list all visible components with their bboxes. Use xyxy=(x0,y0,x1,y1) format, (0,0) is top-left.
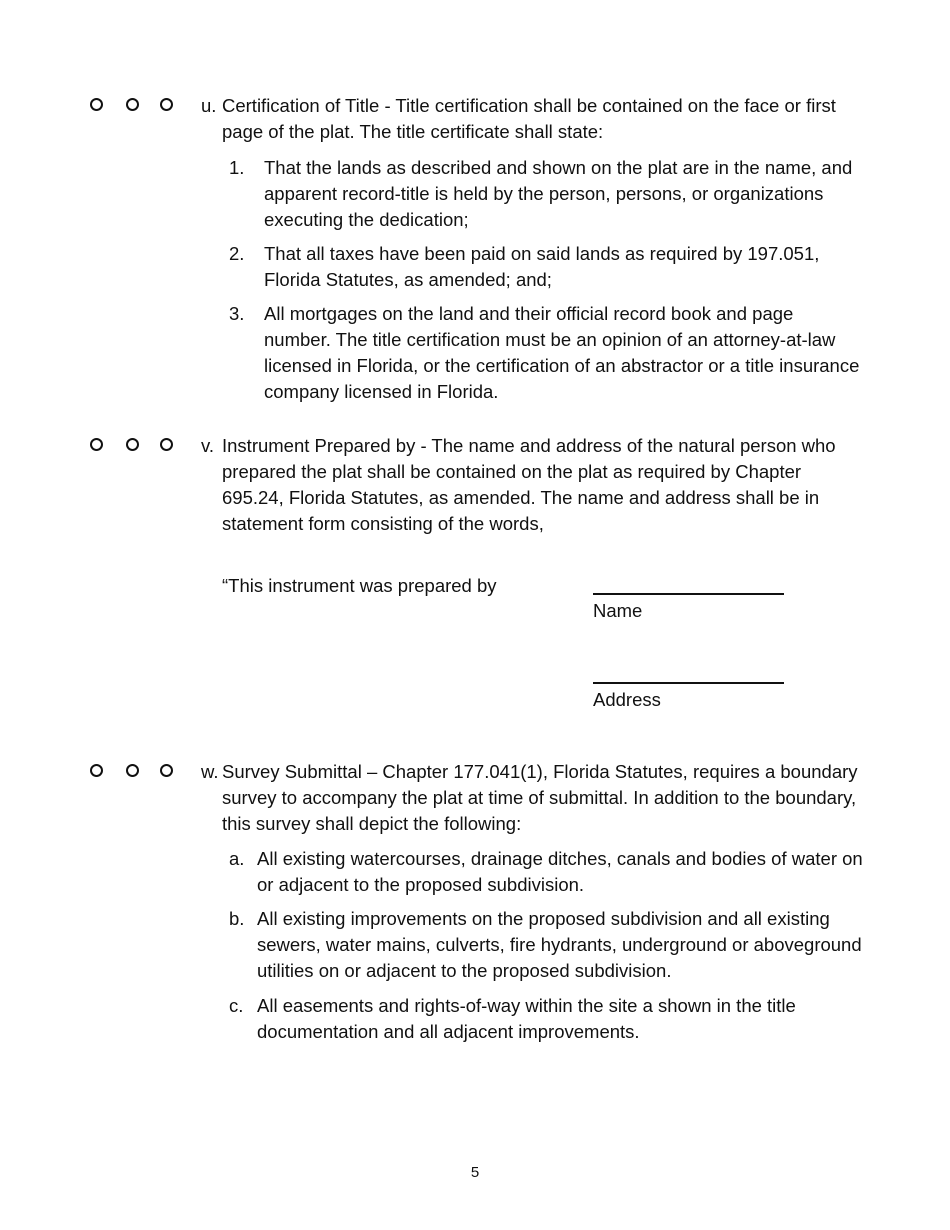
name-signature-line xyxy=(593,593,784,595)
circle-checkbox-icon[interactable] xyxy=(160,98,173,111)
checkbox-group-u xyxy=(90,93,190,119)
circle-checkbox-icon[interactable] xyxy=(126,98,139,111)
item-u-sub-3-text: All mortgages on the land and their official record book and page number. The title certification must be an opinion of an attorney-at-law licensed in Florida, or the certification of an abstractor or a title insurance company licensed in Florida. xyxy=(264,303,860,402)
item-w-marker: w. xyxy=(201,761,219,782)
item-w-sub-a-num: a. xyxy=(229,848,245,869)
item-w-sub-c-text: All easements and rights-of-way within the site a shown in the title documentation and all adjacent improvements. xyxy=(257,995,796,1042)
item-u-sub-1-num: 1. xyxy=(229,157,245,178)
item-w-sub-b-text: All existing improvements on the proposed subdivision and all existing sewers, water mains, culverts, fire hydrants, underground or aboveground utilities on or adjacent to the proposed subdivision. xyxy=(257,908,862,981)
circle-checkbox-icon[interactable] xyxy=(90,764,103,777)
checkbox-group-w xyxy=(90,759,190,785)
item-w-sub-b-num: b. xyxy=(229,908,245,929)
item-u-text: Certification of Title - Title certification shall be contained on the face or first page of the plat. The title certificate shall state: xyxy=(222,95,836,142)
item-u-sub-2-num: 2. xyxy=(229,243,245,264)
address-signature-line xyxy=(593,682,784,684)
circle-checkbox-icon[interactable] xyxy=(126,764,139,777)
item-u-marker: u. xyxy=(201,95,217,116)
item-w-sub-a-text: All existing watercourses, drainage ditches, canals and bodies of water on or adjacent to the proposed subdivision. xyxy=(257,848,863,895)
circle-checkbox-icon[interactable] xyxy=(160,438,173,451)
circle-checkbox-icon[interactable] xyxy=(90,98,103,111)
prepared-by-statement: “This instrument was prepared by xyxy=(222,575,497,596)
item-v-marker: v. xyxy=(201,435,215,456)
item-w-sub-c-num: c. xyxy=(229,995,244,1016)
address-label: Address xyxy=(593,689,661,710)
circle-checkbox-icon[interactable] xyxy=(126,438,139,451)
page-number: 5 xyxy=(470,1164,480,1181)
item-u-sub-2-text: That all taxes have been paid on said lands as required by 197.051, Florida Statutes, as amended; and; xyxy=(264,243,820,290)
item-v-text: Instrument Prepared by - The name and address of the natural person who prepared the plat shall be contained on the plat as required by Chapter 695.24, Florida Statutes, as amended. The name and address shall be in statement form consisting of the words, xyxy=(222,435,836,534)
item-w-text: Survey Submittal – Chapter 177.041(1), Florida Statutes, requires a boundary survey to accompany the plat at time of submittal. In addition to the boundary, this survey shall depict the following: xyxy=(222,761,858,834)
circle-checkbox-icon[interactable] xyxy=(160,764,173,777)
checkbox-group-v xyxy=(90,433,190,459)
item-u-sub-3-num: 3. xyxy=(229,303,245,324)
name-label: Name xyxy=(593,600,643,621)
circle-checkbox-icon[interactable] xyxy=(90,438,103,451)
item-u-sub-1-text: That the lands as described and shown on the plat are in the name, and apparent record-title is held by the person, persons, or organizations executing the dedication; xyxy=(264,157,853,230)
